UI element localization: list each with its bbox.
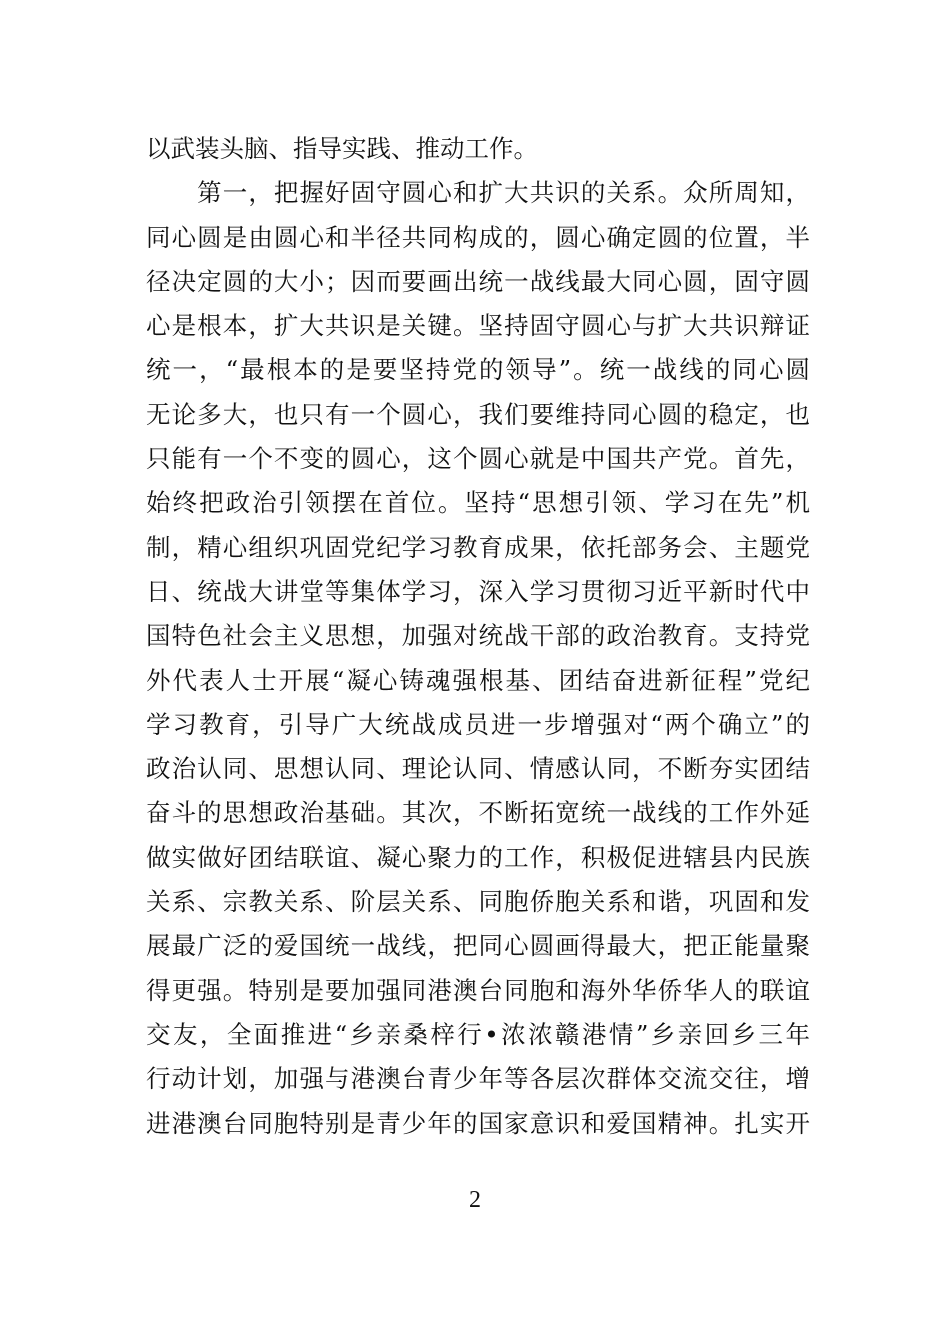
text-line-17: 做实做好团结联谊、凝心聚力的工作，积极促进辖县内民族 <box>146 842 810 872</box>
text-line-2: 第一，把握好固守圆心和扩大共识的关系。众所周知， <box>146 178 810 208</box>
text-line-11: 日、统战大讲堂等集体学习，深入学习贯彻习近平新时代中 <box>146 576 810 606</box>
text-line-23: 进港澳台同胞特别是青少年的国家意识和爱国精神。扎实开 <box>146 1108 810 1138</box>
text-line-8: 只能有一个不变的圆心，这个圆心就是中国共产党。首先， <box>146 444 810 474</box>
text-line-20: 得更强。特别是要加强同港澳台同胞和海外华侨华人的联谊 <box>146 975 810 1005</box>
text-line-18: 关系、宗教关系、阶层关系、同胞侨胞关系和谐，巩固和发 <box>146 887 810 917</box>
text-line-6: 统一，“最根本的是要坚持党的领导”。统一战线的同心圆 <box>146 355 810 385</box>
text-line-3: 同心圆是由圆心和半径共同构成的，圆心确定圆的位置，半 <box>146 222 810 252</box>
text-line-21: 交友，全面推进“乡亲桑梓行•浓浓赣港情”乡亲回乡三年 <box>146 1019 810 1049</box>
text-line-22: 行动计划，加强与港澳台青少年等各层次群体交流交往，增 <box>146 1064 810 1094</box>
text-line-13: 外代表人士开展“凝心铸魂强根基、团结奋进新征程”党纪 <box>146 665 810 695</box>
text-line-4: 径决定圆的大小；因而要画出统一战线最大同心圆，固守圆 <box>146 266 810 296</box>
text-line-5: 心是根本，扩大共识是关键。坚持固守圆心与扩大共识辩证 <box>146 311 810 341</box>
text-line-12: 国特色社会主义思想，加强对统战干部的政治教育。支持党 <box>146 621 810 651</box>
text-line-14: 学习教育，引导广大统战成员进一步增强对“两个确立”的 <box>146 709 810 739</box>
body-text <box>146 127 810 1146</box>
text-line-9: 始终把政治引领摆在首位。坚持“思想引领、学习在先”机 <box>146 488 810 518</box>
text-line-15: 政治认同、思想认同、理论认同、情感认同，不断夯实团结 <box>146 754 810 784</box>
text-line-16: 奋斗的思想政治基础。其次，不断拓宽统一战线的工作外延 <box>146 798 810 828</box>
text-line-7: 无论多大，也只有一个圆心，我们要维持同心圆的稳定，也 <box>146 399 810 429</box>
text-line-10: 制，精心组织巩固党纪学习教育成果，依托部务会、主题党 <box>146 532 810 562</box>
page-number: 2 <box>469 1187 481 1213</box>
text-line-19: 展最广泛的爱国统一战线，把同心圆画得最大，把正能量聚 <box>146 931 810 961</box>
text-line-1: 以武装头脑、指导实践、推动工作。 <box>146 134 538 163</box>
